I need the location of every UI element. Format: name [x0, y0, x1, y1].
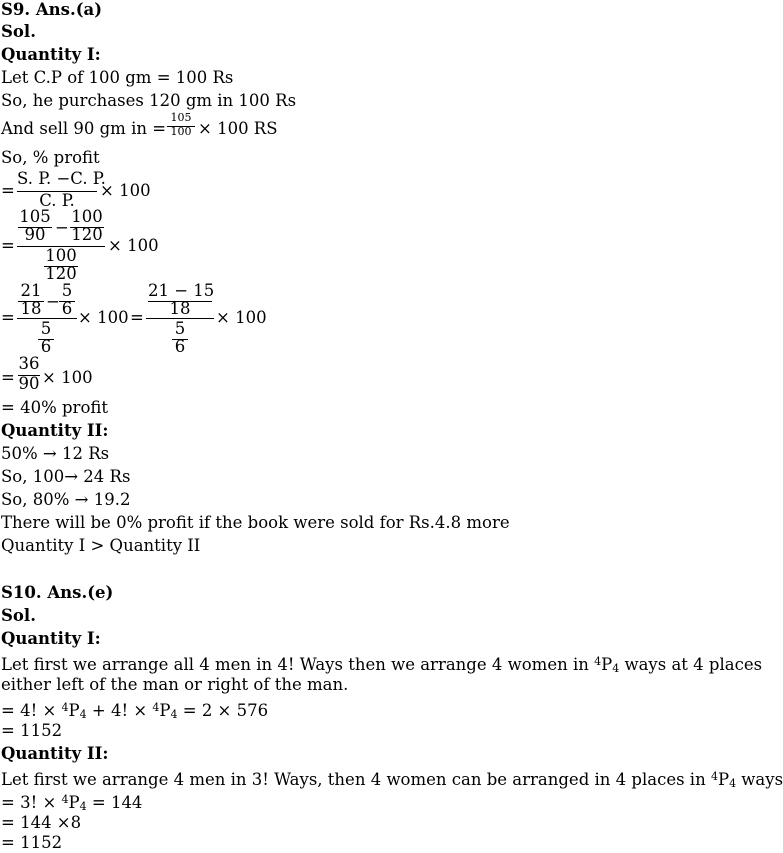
text: + 4! × [86, 701, 153, 720]
times-expression: × 100 [216, 308, 267, 327]
s9-line-3-text: And sell 90 gm in = [1, 119, 167, 138]
fraction-bar [17, 191, 97, 192]
text: Let first we arrange 4 men in 3! Ways, then 4 women can be arranged in 4 places in [1, 770, 711, 789]
s10-quantity-1-label: Quantity I: [1, 629, 101, 648]
fraction-bar [167, 126, 195, 127]
s9-q2-line-4: There will be 0% profit if the book were sold for Rs.4.8 more [1, 513, 510, 532]
s10-sol: Sol. [1, 606, 36, 625]
permutation [62, 793, 87, 812]
perm-subscript: 4 [729, 777, 737, 790]
numerator: 36 [18, 354, 40, 373]
denominator: 6 [40, 337, 52, 356]
fraction-bar [148, 301, 212, 302]
s9-result: = 40% profit [1, 398, 109, 417]
fraction-bar [70, 227, 104, 228]
denominator: 18 [169, 299, 191, 318]
denominator: 90 [18, 374, 40, 393]
s10-line-4: = 1152 [1, 721, 63, 740]
minus-sign: − [46, 292, 60, 311]
equals-sign: = [1, 236, 15, 255]
perm-superscript: 4 [152, 701, 160, 714]
times-expression: × 100 RS [198, 119, 278, 138]
times-expression: × 100 [42, 368, 93, 387]
text: Let first we arrange all 4 men in 4! Ways then we arrange 4 women in [1, 655, 595, 674]
permutation [594, 655, 619, 674]
numerator: 21 − 15 [148, 281, 215, 300]
numerator: 105 [170, 111, 192, 124]
denominator: 6 [61, 299, 73, 318]
equals-sign: = [1, 368, 15, 387]
perm-subscript: 4 [170, 708, 178, 721]
numerator: 21 [20, 281, 42, 300]
times-expression: × 100 [108, 236, 159, 255]
text: ways at 4 places [619, 655, 763, 674]
s10-heading: S10. Ans.(e) [1, 583, 114, 602]
s9-quantity-1-label: Quantity I: [1, 45, 101, 64]
perm-superscript: 4 [594, 655, 602, 668]
fraction-bar [38, 339, 54, 340]
fraction-bar [59, 301, 75, 302]
fraction-bar [18, 375, 40, 376]
numerator: 5 [40, 319, 52, 338]
perm-letter: P [601, 655, 613, 674]
denominator: 90 [24, 225, 46, 244]
fraction [44, 246, 78, 283]
denominator: C. P. [39, 191, 75, 210]
denominator: 100 [170, 125, 192, 138]
perm-letter: P [159, 701, 171, 720]
denominator: 18 [20, 299, 42, 318]
text: ways [736, 770, 783, 789]
s9-q2-line-3: So, 80% → 19.2 [1, 490, 131, 509]
numerator: 105 [19, 207, 51, 226]
fraction [172, 320, 188, 356]
permutation [62, 701, 87, 720]
fraction [167, 111, 195, 139]
perm-subscript: 4 [612, 662, 620, 675]
s10-quantity-2-label: Quantity II: [1, 744, 109, 763]
fraction [38, 320, 54, 356]
numerator: 5 [174, 319, 186, 338]
permutation [152, 701, 177, 720]
perm-superscript: 4 [710, 770, 718, 783]
fraction [70, 208, 104, 244]
s9-sol: Sol. [1, 22, 36, 41]
text: = 3! × [1, 793, 62, 812]
s10-line-2: either left of the man or right of the man. [1, 675, 349, 694]
text: = 4! × [1, 701, 62, 720]
fraction [18, 282, 44, 318]
fraction-bar [18, 227, 52, 228]
denominator: 120 [45, 264, 77, 283]
s10-line-7: = 144 ×8 [1, 813, 82, 832]
s9-q2-line-1: 50% → 12 Rs [1, 444, 110, 463]
fraction-bar [172, 339, 188, 340]
denominator: 120 [71, 225, 103, 244]
numerator: 5 [61, 281, 73, 300]
s10-line-8: = 1152 [1, 833, 63, 852]
perm-letter: P [68, 793, 80, 812]
perm-letter: P [717, 770, 730, 789]
s9-quantity-2-label: Quantity II: [1, 421, 109, 440]
perm-superscript: 4 [61, 793, 69, 806]
text: = 2 × 576 [177, 701, 269, 720]
fraction [148, 281, 215, 318]
perm-superscript: 4 [61, 701, 69, 714]
s9-line-2: So, he purchases 120 gm in 100 Rs [1, 91, 297, 110]
permutation [711, 770, 736, 789]
perm-subscript: 4 [79, 800, 87, 813]
numerator: S. P. −C. P. [17, 169, 106, 188]
fraction [59, 282, 75, 318]
perm-letter: P [68, 701, 80, 720]
numerator: 100 [71, 207, 103, 226]
fraction-bar [44, 266, 78, 267]
s9-line-4: So, % profit [1, 148, 100, 167]
fraction [17, 169, 106, 210]
equals-sign: = [1, 308, 15, 327]
s9-heading: S9. Ans.(a) [1, 0, 103, 19]
fraction [18, 355, 40, 393]
fraction [18, 208, 52, 244]
numerator: 100 [45, 246, 77, 265]
s9-q2-line-2: So, 100→ 24 Rs [1, 467, 131, 486]
s9-line-1: Let C.P of 100 gm = 100 Rs [1, 68, 234, 87]
times-expression: × 100 [78, 308, 129, 327]
text: = 144 [86, 793, 143, 812]
minus-sign: − [55, 218, 69, 237]
fraction-bar [18, 301, 44, 302]
perm-subscript: 4 [79, 708, 87, 721]
denominator: 6 [174, 337, 186, 356]
s9-conclusion: Quantity I > Quantity II [1, 536, 201, 555]
equals-sign: = [130, 308, 144, 327]
equals-sign: = [1, 181, 15, 200]
times-expression: × 100 [100, 181, 151, 200]
